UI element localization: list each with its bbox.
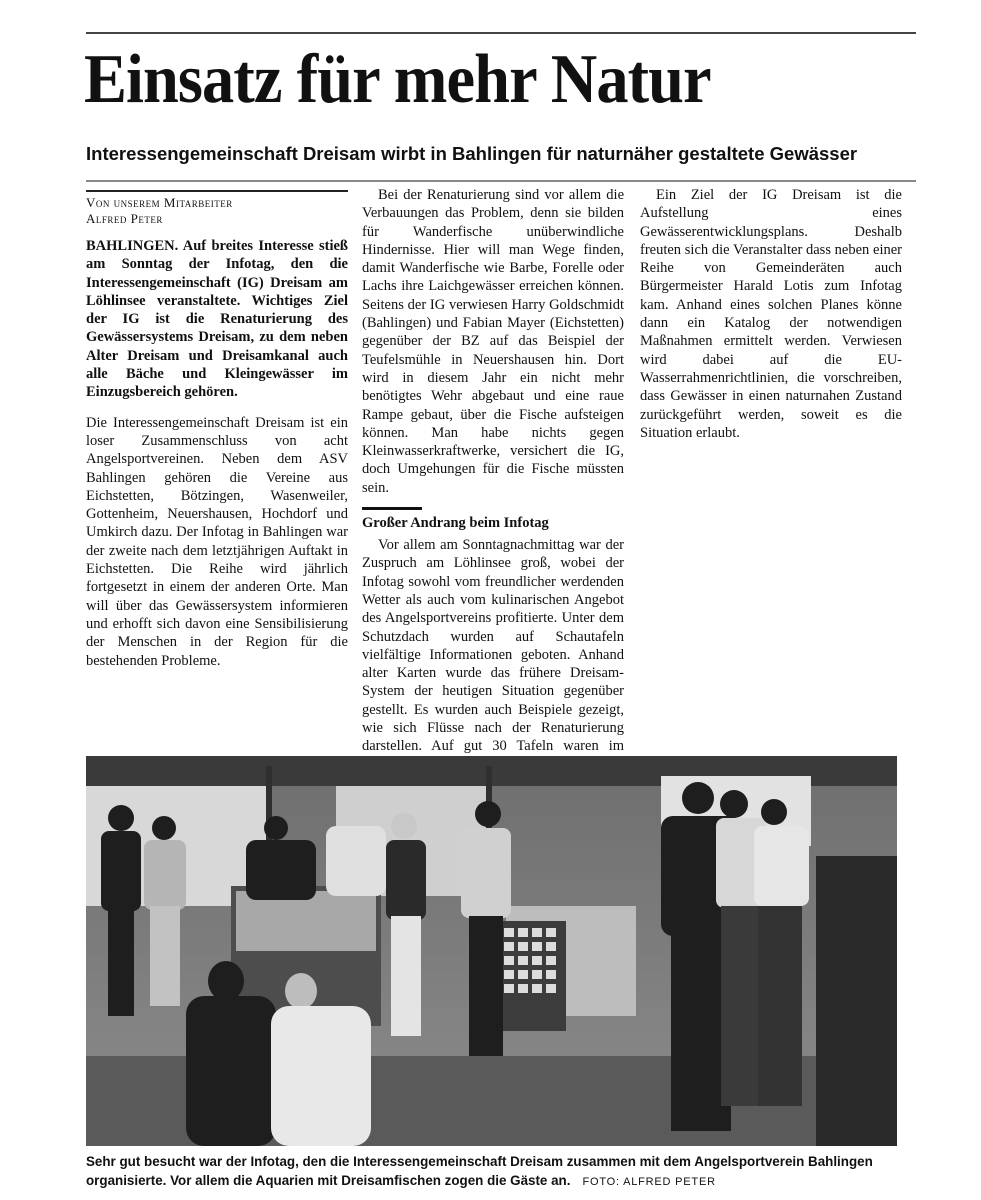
photo-credit: FOTO: ALFRED PETER — [582, 1176, 716, 1188]
body-paragraph-2: Bei der Renaturierung sind vor allem die Verbauungen das Problem, denn sie bilden für Wanderfische unüberwindliche Hindernisse. Hier will man Wege finden, damit Wanderfische wie Barbe, Forelle oder Lachs ihre Laichgewässer erreichen können. Seitens der IG verwiesen Harry Goldschmidt (Bahlingen) und Fabian Mayer (Eichstetten) gegenüber der BZ auf das Beispiel der Teufelsmühle in Neuershausen hin. Dort wird in diesem Jahr ein nicht mehr benötigtes Wehr abgebaut und eine raue Rampe gebaut, über die Fische aufsteigen können. Man habe nichts gegen Kleinwasserkraftwerke, versichert die IG, doch Umgehungen für die Fische müssten sein. — [362, 187, 624, 496]
subheadline: Interessengemeinschaft Dreisam wirbt in Bahlingen für naturnäher gestaltete Gewässer — [86, 143, 858, 164]
article-photo — [86, 756, 897, 1146]
byline-author: Alfred Peter — [86, 211, 163, 226]
article-column-1 — [86, 190, 348, 670]
top-rule — [86, 32, 916, 34]
lead-paragraph: BAHLINGEN. Auf breites Interesse stieß am Sonntag der Infotag, den die Interessengemeinschaft (IG) Dreisam am Löhlinsee veranstaltete. Wichtiges Ziel der IG ist die Renaturierung des Gewässersystems Dreisam, zu dem neben Alter Dreisam und Dreisamkanal auch alle Bäche und Kleingewässer im Einzugsbereich gehören. — [86, 238, 348, 401]
article-column-3 — [640, 186, 902, 442]
byline — [86, 190, 348, 227]
photo-caption — [86, 1152, 916, 1192]
section-subhead: Großer Andrang beim Infotag — [362, 515, 549, 532]
photo-scene — [86, 756, 897, 1146]
headline: Einsatz für mehr Natur — [84, 41, 711, 118]
body-paragraph-3: Vor allem am Sonntagnachmittag war der Zuspruch am Löhlinsee groß, wobei der Infotag sowohl vom freundlicher werdenden Wetter als auch vom kulinarischen Angebot des Angelsportvereins profitierte. Unter dem Schutzdach wurden auf Schautafeln vielfältige Informationen geboten. Anhand alter Karten wurde das frühere Dreisam-System der heutigen Situation gegenüber gestellt. Es wurden auch Beispiele gezeigt, wie sich Flüsse nach der Renaturierung darstellen. Auf gut 30 Tafeln waren im — [362, 537, 624, 755]
byline-role: Von unserem Mitarbeiter — [86, 195, 233, 210]
body-paragraph-4: Ein Ziel der IG Dreisam ist die Aufstellung eines Gewässerentwicklungsplans. Deshalb freuten sich die Veranstalter dass neben einer Reihe von Gemeinderäten auch Bürgermeister Harald Lotis zum Infotag kam. Anhand eines solchen Planes könne dann ein Katalog der notwendigen Maßnahmen ermittelt werden. Verwiesen wird dabei auf die EU-Wasserrahmenrichtlinien, die vorschreiben, dass Gewässer in einen naturnahen Zustand zurückgeführt werden, soweit es die Situation erlaubt. — [640, 187, 902, 441]
body-paragraph-1: Die Interessengemeinschaft Dreisam ist ein loser Zusammenschluss von acht Angelsportvereinen. Neben dem ASV Bahlingen gehören die Vereine aus Eichstetten, Bötzingen, Wasenweiler, Gottenheim, Neuershausen, Hochdorf und Umkirch dazu. Der Infotag in Bahlingen war der zweite nach dem letztjährigen Auftakt in Eichstetten. Die Reihe wird jährlich fortgesetzt in einem der anderen Orte. Man will über das Gewässersystem informieren und erhofft sich davon eine Sensibilisierung der Menschen in der Region für die bestehenden Probleme. — [86, 414, 348, 669]
subhead-rule — [362, 507, 422, 510]
subheadline-rule — [86, 180, 916, 182]
caption-text: Sehr gut besucht war der Infotag, den die Interessengemeinschaft Dreisam zusammen mit dem Angelsportverein Bahlingen organisierte. Vor allem die Aquarien mit Dreisamfischen zogen die Gäste an. — [86, 1154, 873, 1188]
